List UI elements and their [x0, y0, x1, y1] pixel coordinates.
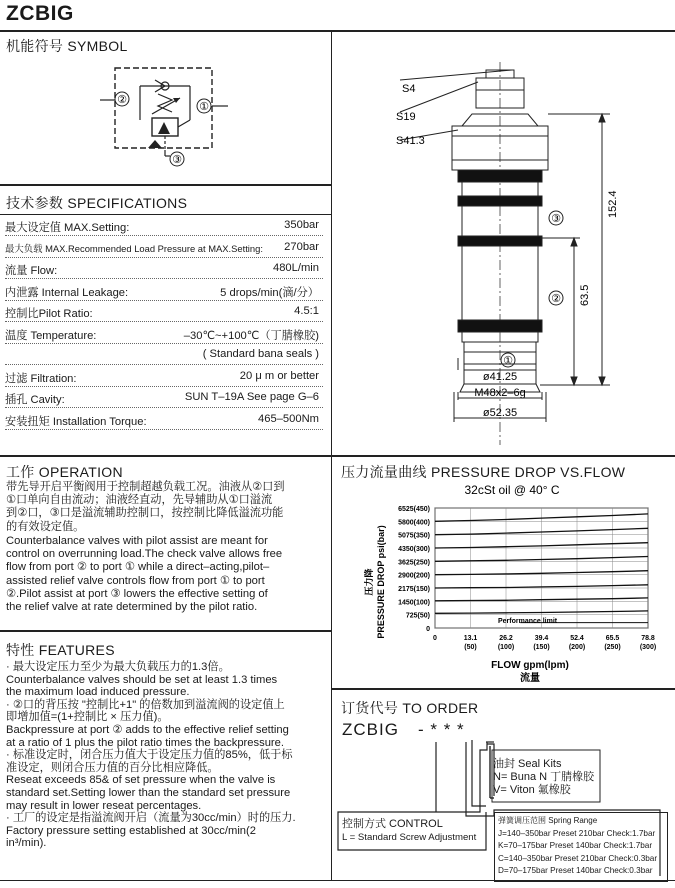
symbol-port-2: ②	[117, 94, 127, 106]
spec-value: 270bar	[284, 240, 319, 253]
chart-x-tick-sublabel: (100)	[497, 644, 515, 651]
chart-y-tick-label: 2900(200)	[398, 572, 430, 580]
chart-x-unit-zh: 流量	[520, 673, 540, 684]
chart-x-tick-sublabel: (300)	[639, 644, 657, 651]
spec-label: 安装扭矩 Installation Torque:	[5, 415, 147, 428]
spec-label: 过滤 Filtration:	[5, 372, 77, 385]
chart-y-tick-label: 725(50)	[405, 612, 430, 620]
chart-x-tick-label: 65.5	[605, 635, 620, 642]
symbol-port-1: ①	[199, 101, 209, 113]
spec-value: 480L/min	[272, 262, 319, 274]
features-text: · 最大设定压力至少为最大负载压力的1.3倍。 Counterbalance valves should be set at least 1.3 times the maximum load induced pressure. · ②口的背压按 "控制比+1" 的倍数加到溢流阀的设定值上 即增加值=(1+控制比 × 压力值)。 Backpressure at port ② adds to the effective relief setting at a ratio of 1 plus the pilot ratio times the backpressure. · 标准设定时，闭合压力值大于设定压力值的85%，低于标 准设定，则闭合压力值的百分比相应降低。 Reseat exceeds 85& of set pressure when the valve is standard set.Setting lower than the standard set pressure may result in lower reseat percentages. · 工厂的设定是指溢流阀开启（流量为30cc/min）时的压力. Factory pressure setting established at 30cc/min(2 in³/min).	[6, 661, 296, 850]
spec-label: 流量 Flow:	[5, 265, 58, 277]
header-rule	[0, 30, 675, 32]
spec-row	[5, 345, 323, 365]
chart-y-ticks	[398, 506, 430, 633]
seal-kits-box	[493, 758, 594, 797]
dim-s19: S19	[396, 111, 416, 123]
order-title: 订货代号 TO ORDER	[341, 700, 479, 716]
drawing-port-3: ③	[551, 213, 561, 225]
spec-row	[5, 281, 323, 301]
chart-x-tick-label: 26.2	[499, 635, 513, 642]
chart-y-tick-label: 0	[426, 626, 430, 633]
drawing-port-1: ①	[503, 355, 513, 367]
chart-y-tick-label: 2175(150)	[398, 586, 430, 593]
spec-value: 350bar	[284, 219, 319, 231]
spec-label: 最大负载 MAX.Recommended Load Pressure at MAX.Setting:	[5, 242, 263, 254]
spec-value: 4.5:1	[294, 305, 319, 317]
symbol-title: 机能符号 SYMBOL	[6, 38, 128, 54]
spec-row	[5, 388, 323, 408]
operation-en-text: Counterbalance valves with pilot assist are meant for control on overrunning load.The check valve allows free flow from port ② to port ① while a direct–acting,pilot– assisted relief valve controls flow from port ① to port ②.Pilot assist at port ③ lowers the effective setting of the relief valve at rate determined by the pilot ratio.	[6, 535, 283, 614]
chart-x-tick-label: 39.4	[534, 635, 549, 642]
chart-y-tick-label: 6525(450)	[398, 506, 430, 513]
chart-x-tick-sublabel: (50)	[464, 644, 477, 651]
spec-row	[5, 324, 323, 344]
spring-range-c: C=140–350bar Preset 210bar Check:0.3bar	[498, 853, 658, 863]
dim-dia-1: ø41.25	[482, 371, 518, 383]
order-model: ZCBIG	[342, 720, 399, 739]
features-title: 特性 FEATURES	[6, 642, 115, 658]
spec-value: 5 drops/min(滴/分）	[220, 286, 319, 299]
dim-lower-length: 63.5	[579, 284, 591, 306]
operation-title: 工作 OPERATION	[6, 464, 123, 480]
page-title: ZCBIG	[6, 2, 74, 25]
spring-range-box	[494, 812, 668, 882]
chart-x-tick-label: 78.8	[641, 635, 655, 642]
control-box	[342, 818, 484, 848]
drawing-port-2: ②	[551, 293, 561, 305]
spec-label: 最大设定值 MAX.Setting:	[5, 222, 130, 234]
performance-limit-label: Performance limit	[498, 618, 558, 625]
chart-y-tick-label: 5075(350)	[398, 532, 430, 540]
spec-row	[5, 367, 323, 387]
spec-label: 插孔 Cavity:	[5, 394, 65, 406]
chart-y-unit-zh: 压力降	[364, 568, 374, 596]
spec-label: 内泄露 Internal Leakage:	[5, 286, 129, 299]
chart-y-tick-label: 1450(100)	[398, 599, 430, 607]
spring-range-k: K=70–175bar Preset 140bar Check:1.7bar	[498, 841, 653, 850]
chart-x-ticks	[433, 635, 656, 651]
hydraulic-symbol-diagram	[100, 60, 230, 178]
control-title: 控制方式 CONTROL	[342, 818, 443, 830]
chart-x-tick-sublabel: (200)	[568, 644, 586, 651]
spec-value: 20 μ m or better	[239, 369, 319, 382]
chart-title: 32cSt oil @ 40° C	[464, 483, 560, 497]
spec-row	[5, 302, 323, 322]
chart-x-tick-sublabel: (150)	[533, 644, 550, 651]
chart-x-label: FLOW gpm(lpm)	[491, 660, 569, 671]
dim-thread: M48x2–6g	[474, 387, 526, 399]
seal-kit-v: V= Viton 氟橡胶	[493, 784, 571, 796]
seal-kits-title: 油封 Seal Kits	[493, 758, 562, 770]
specs-title: 技术参数 SPECIFICATIONS	[6, 195, 188, 211]
spec-label: 温度 Temperature:	[5, 329, 97, 342]
chart-x-tick-sublabel: (250)	[604, 644, 621, 651]
seal-kit-n: N= Buna N 丁腈橡胶	[493, 771, 595, 783]
dim-dia-2: ø52.35	[482, 407, 518, 419]
chart-y-tick-label: 4350(300)	[398, 546, 430, 553]
operation-zh-text: 带先导开启平衡阀用于控制超越负载工况。油液从②口到 ①口单向自由流动；油液经直动，先导辅助从①口溢流 到②口，③口是溢流辅助控制口，按控制比降低溢流功能 的有效设定值。	[6, 481, 285, 533]
valve-cross-section-drawing	[340, 40, 660, 450]
chart-grid	[435, 508, 648, 628]
spec-row	[5, 259, 323, 279]
chart-heading: 压力流量曲线 PRESSURE DROP VS.FLOW	[341, 464, 626, 480]
control-option-l: L = Standard Screw Adjustment	[342, 832, 477, 843]
spec-label: 控制比Pilot Ratio:	[5, 308, 93, 320]
spec-row	[5, 238, 323, 258]
spring-range-title: 弹簧调压范围 Spring Range	[498, 816, 598, 825]
order-code: - * * *	[418, 720, 465, 739]
spec-row	[5, 410, 323, 430]
dim-s41: S41.3	[396, 135, 425, 147]
chart-x-tick-label: 0	[433, 635, 437, 642]
spec-value: ( Standard bana seals )	[202, 348, 319, 360]
spring-range-j: J=140–350bar Preset 210bar Check:1.7bar	[498, 828, 656, 838]
dim-total-length: 152.4	[607, 190, 619, 218]
chart-y-tick-label: 3625(250)	[398, 559, 430, 567]
chart-x-tick-label: 52.4	[570, 635, 584, 642]
chart-y-tick-label: 5800(400)	[398, 519, 430, 527]
chart-x-tick-label: 13.1	[463, 635, 478, 642]
spec-row	[5, 216, 323, 236]
symbol-port-3: ③	[172, 154, 182, 166]
spring-range-d: D=70–175bar Preset 140bar Check:0.3bar	[498, 866, 653, 875]
pressure-drop-chart	[340, 478, 670, 688]
dim-s4: S4	[402, 83, 416, 95]
spec-value: 465–500Nm	[258, 412, 319, 425]
spec-value: SUN T–19A See page G–6	[184, 391, 319, 403]
spec-value: –30℃~+100℃（丁腈橡胶)	[183, 329, 319, 342]
chart-y-label: PRESSURE DROP psi(bar)	[376, 525, 386, 639]
